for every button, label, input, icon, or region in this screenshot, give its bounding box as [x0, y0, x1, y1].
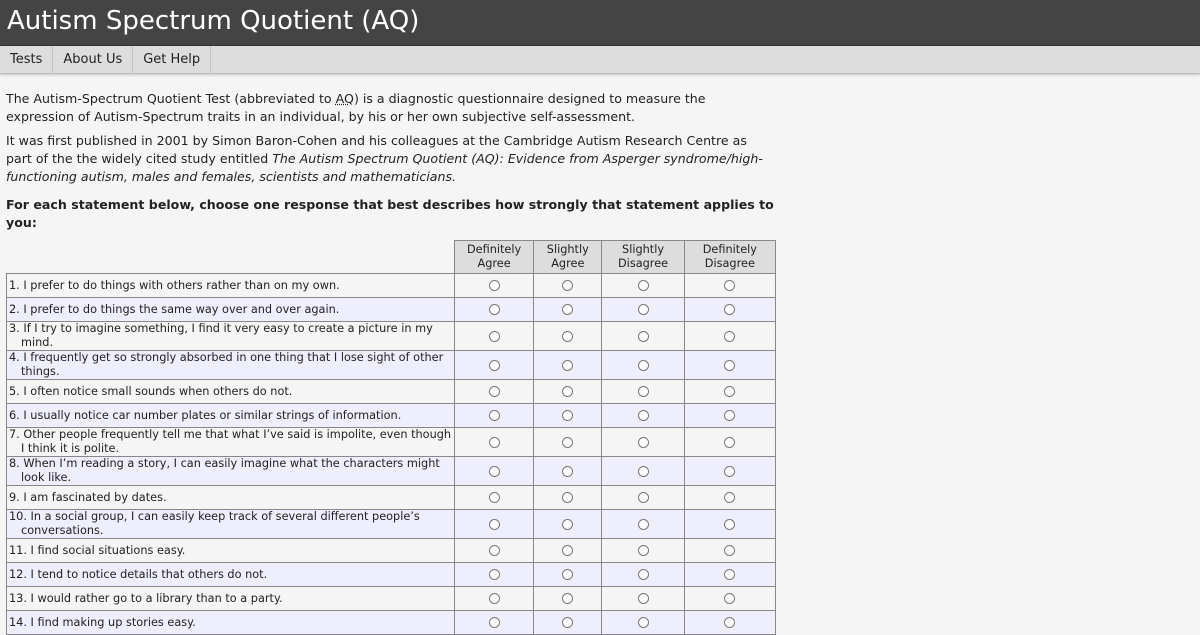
- column-header-line: Definitely: [466, 243, 522, 256]
- question-row: [7, 274, 776, 298]
- radio-definitely-disagree[interactable]: [724, 617, 735, 628]
- nav-bar: [0, 46, 1200, 74]
- instruction: For each statement below, choose one response that best describes how strongly that statement applies to you:: [6, 197, 774, 230]
- answer-cell: [534, 587, 602, 611]
- answer-cell: [602, 274, 684, 298]
- answer-cell: [454, 510, 533, 539]
- radio-definitely-disagree[interactable]: [724, 304, 735, 315]
- radio-slightly-agree[interactable]: [562, 492, 573, 503]
- radio-definitely-agree[interactable]: [489, 569, 500, 580]
- answer-cell: [454, 428, 533, 457]
- answer-cell: [454, 563, 533, 587]
- answer-cell: [534, 457, 602, 486]
- radio-slightly-disagree[interactable]: [638, 437, 649, 448]
- question-text: 2. I prefer to do things the same way over and over again.: [7, 298, 455, 322]
- answer-cell: [534, 510, 602, 539]
- answer-cell: [454, 404, 533, 428]
- radio-definitely-disagree[interactable]: [724, 492, 735, 503]
- radio-definitely-agree[interactable]: [489, 593, 500, 604]
- question-text: 10. In a social group, I can easily keep track of several different people’s conversations.: [7, 510, 455, 539]
- radio-slightly-disagree[interactable]: [638, 617, 649, 628]
- radio-slightly-disagree[interactable]: [638, 386, 649, 397]
- radio-slightly-agree[interactable]: [562, 569, 573, 580]
- answer-cell: [454, 486, 533, 510]
- radio-slightly-agree[interactable]: [562, 617, 573, 628]
- radio-definitely-agree[interactable]: [489, 545, 500, 556]
- radio-definitely-disagree[interactable]: [724, 593, 735, 604]
- answer-cell: [534, 274, 602, 298]
- radio-slightly-disagree[interactable]: [638, 331, 649, 342]
- column-header-definitely-disagree: [684, 241, 775, 274]
- question-text: 12. I tend to notice details that others do not.: [7, 563, 455, 587]
- answer-cell: [684, 457, 775, 486]
- radio-definitely-disagree[interactable]: [724, 545, 735, 556]
- answer-cell: [684, 322, 775, 351]
- radio-slightly-agree[interactable]: [562, 519, 573, 530]
- answer-cell: [684, 428, 775, 457]
- answer-cell: [602, 486, 684, 510]
- answer-cell: [454, 457, 533, 486]
- column-header-line: Agree: [477, 257, 511, 270]
- answer-cell: [602, 611, 684, 635]
- question-text: 4. I frequently get so strongly absorbed in one thing that I lose sight of other things.: [7, 351, 455, 380]
- question-row: [7, 428, 776, 457]
- intro-text: The Autism-Spectrum Quotient Test (abbreviated to: [6, 91, 336, 106]
- answer-cell: [534, 611, 602, 635]
- question-text: 11. I find social situations easy.: [7, 539, 455, 563]
- question-row: [7, 380, 776, 404]
- question-text: 1. I prefer to do things with others rather than on my own.: [7, 274, 455, 298]
- answer-cell: [534, 404, 602, 428]
- answer-cell: [684, 351, 775, 380]
- answer-cell: [684, 587, 775, 611]
- radio-definitely-agree[interactable]: [489, 519, 500, 530]
- column-header-definitely-agree: [454, 241, 533, 274]
- answer-cell: [534, 380, 602, 404]
- answer-cell: [602, 351, 684, 380]
- question-row: [7, 351, 776, 380]
- radio-definitely-agree[interactable]: [489, 492, 500, 503]
- radio-definitely-agree[interactable]: [489, 410, 500, 421]
- question-row: [7, 563, 776, 587]
- question-text: 6. I usually notice car number plates or similar strings of information.: [7, 404, 455, 428]
- answer-cell: [684, 274, 775, 298]
- answer-cell: [684, 611, 775, 635]
- question-text: 14. I find making up stories easy.: [7, 611, 455, 635]
- answer-cell: [602, 510, 684, 539]
- radio-definitely-disagree[interactable]: [724, 410, 735, 421]
- radio-slightly-disagree[interactable]: [638, 304, 649, 315]
- answer-cell: [602, 457, 684, 486]
- answer-cell: [602, 380, 684, 404]
- radio-definitely-agree[interactable]: [489, 280, 500, 291]
- question-row: [7, 510, 776, 539]
- radio-slightly-disagree[interactable]: [638, 519, 649, 530]
- answer-cell: [534, 539, 602, 563]
- radio-slightly-disagree[interactable]: [638, 360, 649, 371]
- answer-cell: [684, 404, 775, 428]
- radio-slightly-disagree[interactable]: [638, 569, 649, 580]
- questionnaire-table: [6, 240, 776, 635]
- radio-definitely-agree[interactable]: [489, 466, 500, 477]
- intro-text: ) is a diagnostic questionnaire designed to measure the expression of Autism-Spectrum traits in an individual, by his or her own subjective self-assessment.: [6, 91, 706, 124]
- radio-slightly-disagree[interactable]: [638, 545, 649, 556]
- question-row: [7, 486, 776, 510]
- radio-slightly-agree[interactable]: [562, 280, 573, 291]
- column-header-line: Agree: [551, 257, 585, 270]
- answer-cell: [684, 539, 775, 563]
- question-text: 9. I am fascinated by dates.: [7, 486, 455, 510]
- answer-cell: [454, 322, 533, 351]
- answer-cell: [602, 563, 684, 587]
- question-row: [7, 298, 776, 322]
- answer-cell: [454, 611, 533, 635]
- answer-cell: [684, 486, 775, 510]
- column-header-slightly-agree: [534, 241, 602, 274]
- answer-cell: [684, 510, 775, 539]
- radio-definitely-agree[interactable]: [489, 617, 500, 628]
- answer-cell: [684, 380, 775, 404]
- nav-about-us[interactable]: About Us: [53, 46, 133, 73]
- radio-definitely-disagree[interactable]: [724, 519, 735, 530]
- answer-cell: [602, 587, 684, 611]
- answer-cell: [534, 428, 602, 457]
- question-text: 13. I would rather go to a library than to a party.: [7, 587, 455, 611]
- answer-cell: [534, 486, 602, 510]
- radio-definitely-disagree[interactable]: [724, 280, 735, 291]
- radio-definitely-agree[interactable]: [489, 386, 500, 397]
- answer-cell: [454, 587, 533, 611]
- radio-definitely-disagree[interactable]: [724, 569, 735, 580]
- question-row: [7, 611, 776, 635]
- radio-slightly-agree[interactable]: [562, 386, 573, 397]
- column-header-line: Disagree: [704, 257, 755, 270]
- radio-definitely-disagree[interactable]: [724, 331, 735, 342]
- radio-slightly-agree[interactable]: [562, 360, 573, 371]
- history-text: It was first published in 2001 by Simon Baron-Cohen and his colleagues at the Cambridge Autism Research Centre as part of the the widely cited study entitled: [6, 133, 747, 166]
- question-row: [7, 322, 776, 351]
- answer-cell: [684, 563, 775, 587]
- answer-cell: [534, 298, 602, 322]
- answer-cell: [684, 298, 775, 322]
- radio-definitely-agree[interactable]: [489, 437, 500, 448]
- question-text: 5. I often notice small sounds when others do not.: [7, 380, 455, 404]
- column-header-line: Slightly: [546, 243, 589, 256]
- answer-cell: [534, 351, 602, 380]
- radio-slightly-agree[interactable]: [562, 466, 573, 477]
- column-header-line: Definitely: [702, 243, 757, 256]
- blank-header: [7, 241, 455, 274]
- radio-definitely-agree[interactable]: [489, 360, 500, 371]
- page-title: Autism Spectrum Quotient (AQ): [0, 0, 1200, 46]
- column-header-slightly-disagree: [602, 241, 684, 274]
- answer-cell: [602, 322, 684, 351]
- radio-slightly-disagree[interactable]: [638, 466, 649, 477]
- question-row: [7, 587, 776, 611]
- answer-cell: [454, 298, 533, 322]
- aq-abbreviation: AQ: [335, 91, 354, 106]
- answer-cell: [534, 563, 602, 587]
- radio-slightly-disagree[interactable]: [638, 410, 649, 421]
- radio-slightly-disagree[interactable]: [638, 492, 649, 503]
- radio-definitely-disagree[interactable]: [724, 466, 735, 477]
- study-title: The Autism Spectrum Quotient (AQ): Evidence from Asperger syndrome/high-functioning autism, males and females, scientists and mathematicians.: [6, 151, 763, 184]
- column-header-line: Disagree: [617, 257, 669, 270]
- radio-definitely-disagree[interactable]: [724, 360, 735, 371]
- radio-slightly-agree[interactable]: [562, 331, 573, 342]
- answer-cell: [454, 539, 533, 563]
- radio-slightly-agree[interactable]: [562, 304, 573, 315]
- question-row: [7, 539, 776, 563]
- answer-cell: [602, 298, 684, 322]
- answer-cell: [602, 539, 684, 563]
- answer-cell: [534, 322, 602, 351]
- history-paragraph: [6, 132, 774, 186]
- radio-slightly-disagree[interactable]: [638, 280, 649, 291]
- radio-definitely-disagree[interactable]: [724, 437, 735, 448]
- radio-slightly-agree[interactable]: [562, 545, 573, 556]
- question-text: 3. If I try to imagine something, I find it very easy to create a picture in my mind.: [7, 322, 455, 351]
- question-text: 7. Other people frequently tell me that what I’ve said is impolite, even though I think it is polite.: [7, 428, 455, 457]
- radio-slightly-agree[interactable]: [562, 410, 573, 421]
- radio-definitely-agree[interactable]: [489, 331, 500, 342]
- column-header-line: Slightly: [622, 243, 665, 256]
- radio-slightly-agree[interactable]: [562, 437, 573, 448]
- radio-definitely-disagree[interactable]: [724, 386, 735, 397]
- question-row: [7, 457, 776, 486]
- answer-cell: [454, 351, 533, 380]
- intro-paragraph: [6, 90, 774, 126]
- nav-tests[interactable]: Tests: [0, 46, 53, 73]
- answer-cell: [602, 428, 684, 457]
- question-text: 8. When I’m reading a story, I can easily imagine what the characters might look like.: [7, 457, 455, 486]
- radio-slightly-agree[interactable]: [562, 593, 573, 604]
- answer-cell: [602, 404, 684, 428]
- answer-cell: [454, 380, 533, 404]
- question-row: [7, 404, 776, 428]
- nav-get-help[interactable]: Get Help: [133, 46, 211, 73]
- answer-cell: [454, 274, 533, 298]
- radio-slightly-disagree[interactable]: [638, 593, 649, 604]
- radio-definitely-agree[interactable]: [489, 304, 500, 315]
